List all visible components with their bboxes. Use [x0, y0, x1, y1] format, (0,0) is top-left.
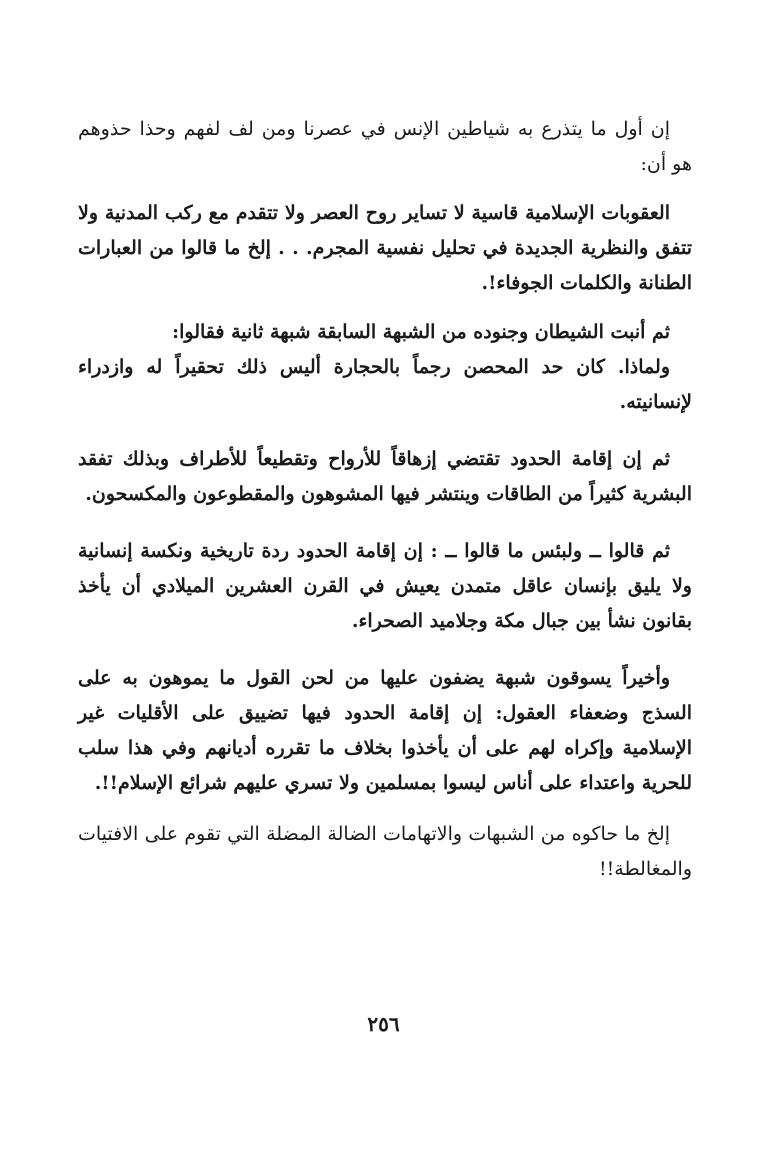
paragraph-minorities: وأخيراً يسوقون شبهة يضفون عليها من لحن القول ما يموهون به على السذج وضعفاء العقول: إن إقامة الحدود فيها تضييق على الأقليات غير الإسلامية وإكراه لهم على أن يأخذوا بخلاف ما تقرره أديانهم وفي هذا سلب للحرية واعتداء على أناس ليسوا بمسلمين ولا تسري عليهم شرائع الإسلام!!. [78, 667, 692, 794]
paragraph-conclusion: إلخ ما حاكوه من الشبهات والاتهامات الضالة المضلة التي تقوم على الافتيات والمغالطة!! [78, 823, 692, 880]
paragraph-stoning: ولماذا. كان حد المحصن رجماً بالحجارة أليس ذلك تحقيراً له وازدراء لإنسانيته. [78, 356, 692, 413]
paragraph-amputation: ثم إن إقامة الحدود تقتضي إزهاقاً للأرواح وتقطيعاً للأطراف وبذلك تفقد البشرية كثيراً من الطاقات وينتشر فيها المشوهون والمقطوعون والمكسحون. [78, 448, 692, 505]
page-number: ٢٥٦ [367, 1012, 400, 1036]
paragraph-first-claim: العقوبات الإسلامية قاسية لا تساير روح العصر ولا تتقدم مع ركب المدنية ولا تتفق والنظرية الجديدة في تحليل نفسية المجرم. . . إلخ ما قالوا من العبارات الطنانة والكلمات الجوفاء!. [78, 202, 692, 294]
paragraph-historical-regression: ثم قالوا ــ ولبئس ما قالوا ــ : إن إقامة الحدود ردة تاريخية ونكسة إنسانية ولا يليق بإنسان عاقل متمدن يعيش في القرن العشرين الميلادي أن يأخذ بقانون نشأ بين جبال مكة وجلاميد الصحراء. [78, 540, 692, 632]
paragraph-intro: إن أول ما يتذرع به شياطين الإنس في عصرنا ومن لف لفهم وحذا حذوهم هو أن: [78, 118, 692, 175]
paragraph-second-claim-intro: ثم أنبت الشيطان وجنوده من الشبهة السابقة شبهة ثانية فقالوا: [172, 321, 670, 343]
page-body [78, 112, 692, 887]
